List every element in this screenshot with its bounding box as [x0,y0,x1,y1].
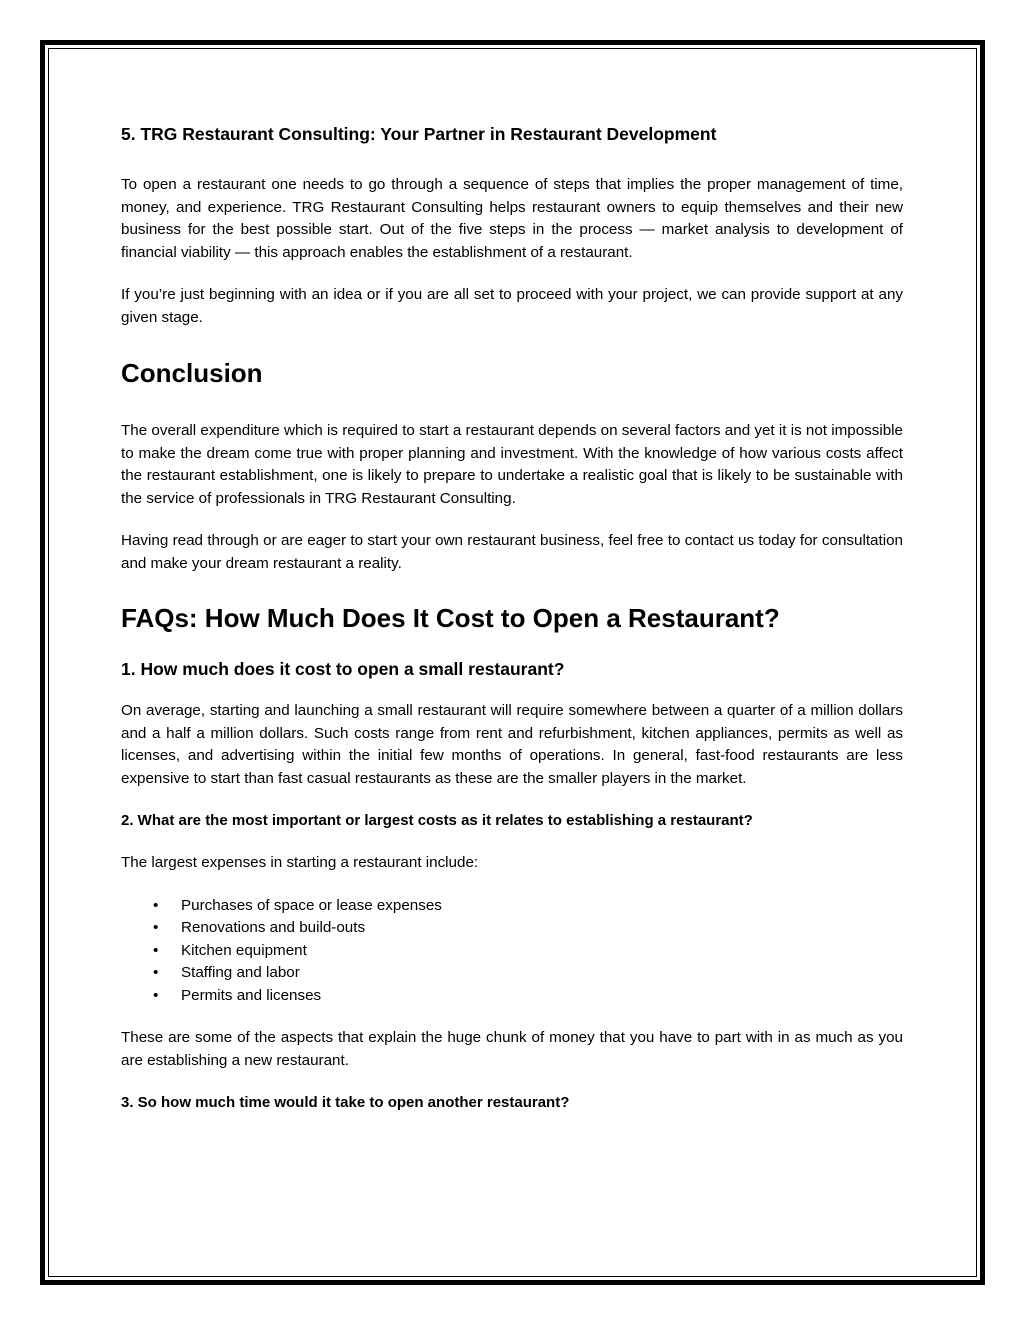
bullet-icon: • [153,941,159,959]
list-item: • Kitchen equipment [181,940,903,963]
section-5-paragraph-1: To open a restaurant one needs to go through a sequence of steps that implies the proper management of time, money, and experience. TRG Restaurant Consulting helps restaurant owners to equip themselves and their new business for the best possible start. Out of the five steps in the process — market analysis to development of financial viability — this approach enables the establishment of a restaurant. [121,176,903,261]
conclusion-paragraph-2: Having read through or are eager to start your own restaurant business, feel free to contact us today for consultation and make your dream restaurant a reality. [121,532,903,572]
bullet-icon: • [153,919,159,936]
faq-2-heading: 2. What are the most important or largest costs as it relates to establishing a restaurant? [121,812,753,829]
faq-3-heading: 3. So how much time would it take to open another restaurant? [121,1094,570,1111]
section-5-heading: 5. TRG Restaurant Consulting: Your Partner in Restaurant Development [121,124,717,144]
bullet-icon: • [153,896,159,914]
faq-1-heading: 1. How much does it cost to open a small restaurant? [121,659,565,679]
document-content [121,122,903,1114]
list-item: • Purchases of space or lease expenses [181,895,903,918]
conclusion-paragraph-1: The overall expenditure which is required to start a restaurant depends on several factors and yet it is not impossible to make the dream come true with proper planning and investment. With the knowledge of how various costs affect the restaurant establishment, one is likely to prepare to undertake a realistic goal that is likely to be sustainable with the service of professionals in TRG Restaurant Consulting. [121,422,903,507]
list-item: • Renovations and build-outs [181,917,903,940]
faq-2-closing: These are some of the aspects that explain the huge chunk of money that you have to part with in as much as you are establishing a new restaurant. [121,1029,903,1069]
section-5-paragraph-2: If you’re just beginning with an idea or if you are all set to proceed with your project, we can provide support at any given stage. [121,286,903,326]
list-item: • Staffing and labor [181,962,903,985]
bullet-icon: • [153,986,159,1004]
faq-2-expense-list [121,895,903,1008]
faq-1-answer: On average, starting and launching a small restaurant will require somewhere between a quarter of a million dollars and a half a million dollars. Such costs range from rent and refurbishment, kitchen appliances, permits as well as licenses, and advertising within the initial few months of operations. In general, fast-food restaurants are less expensive to start than fast casual restaurants as these are the smaller players in the market. [121,702,903,787]
faqs-heading: FAQs: How Much Does It Cost to Open a Restaurant? [121,603,780,633]
list-item: • Permits and licenses [181,985,903,1008]
conclusion-heading: Conclusion [121,358,263,388]
faq-2-intro: The largest expenses in starting a restaurant include: [121,854,479,871]
bullet-icon: • [153,964,159,981]
